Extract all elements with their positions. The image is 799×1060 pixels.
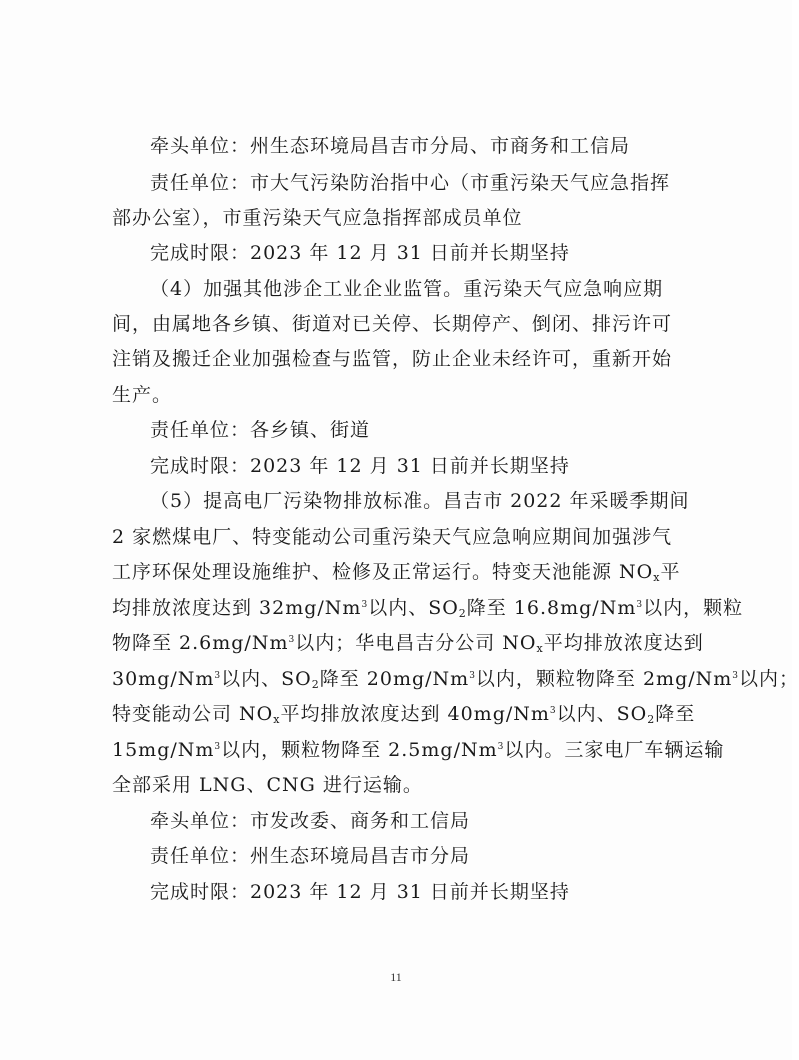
text-span: 以内、SO <box>368 597 459 619</box>
text-line <box>112 592 744 624</box>
text-line: （4）加强其他涉企工业企业监管。重污染天气应急响应期 <box>150 278 664 300</box>
text-span: 工序环保处理设施维护、检修及正常运行。特变天池能源 NO <box>112 561 654 583</box>
text-line: 完成时限：2023 年 12 月 31 日前并长期坚持 <box>150 242 570 264</box>
text-span: 以内。三家电厂车辆运输 <box>504 739 725 761</box>
text-span: 平 <box>660 561 681 583</box>
text-line: 生产。 <box>112 384 173 406</box>
subscript: x <box>273 713 281 726</box>
text-line <box>112 663 799 695</box>
text-line: 注销及搬迁企业加强检查与监管，防止企业未经许可，重新开始 <box>112 348 673 370</box>
text-line: 间，由属地各乡镇、街道对已关停、长期停产、倒闭、排污许可 <box>112 313 673 335</box>
text-line <box>112 734 725 766</box>
text-line: 完成时限：2023 年 12 月 31 日前并长期坚持 <box>150 455 570 477</box>
text-line: 牵头单位：州生态环境局昌吉市分局、市商务和工信局 <box>150 135 631 157</box>
text-line: 牵头单位：市发改委、商务和工信局 <box>150 810 471 832</box>
text-span: 降至 16.8mg/Nm <box>466 597 637 619</box>
subscript: x <box>653 571 661 584</box>
text-line <box>112 627 702 659</box>
text-span: 特变能动公司 NO <box>112 703 274 725</box>
superscript: 3 <box>549 706 557 716</box>
text-span: 30mg/Nm <box>112 668 215 690</box>
text-span: 平均排放浓度达到 40mg/Nm <box>280 703 550 725</box>
text-span: 降至 <box>655 703 696 725</box>
text-line: 全部采用 LNG、CNG 进行运输。 <box>112 774 423 796</box>
text-line: （5）提高电厂污染物排放标准。昌吉市 2022 年采暖季期间 <box>150 490 690 512</box>
text-span: 降至 20mg/Nm <box>319 668 470 690</box>
text-span: 平均排放浓度达到 <box>543 632 704 654</box>
superscript: 3 <box>469 671 476 681</box>
superscript: 3 <box>732 671 740 681</box>
superscript: 3 <box>214 671 222 681</box>
text-span: 以内，颗粒物降至 2mg/Nm <box>475 668 733 690</box>
subscript: 2 <box>458 607 467 620</box>
text-line: 责任单位：市大气污染防治指中心（市重污染天气应急指挥 <box>150 172 671 194</box>
text-span: 15mg/Nm <box>112 739 215 761</box>
superscript: 3 <box>361 600 369 610</box>
superscript: 3 <box>288 635 296 645</box>
page-number: 11 <box>390 970 402 984</box>
text-line: 完成时限：2023 年 12 月 31 日前并长期坚持 <box>150 881 570 903</box>
subscript: 2 <box>647 713 656 726</box>
superscript: 3 <box>214 742 222 752</box>
text-span: 以内； <box>739 668 799 690</box>
superscript: 3 <box>497 742 505 752</box>
text-span: 均排放浓度达到 32mg/Nm <box>112 597 362 619</box>
text-line: 责任单位：各乡镇、街道 <box>150 419 371 441</box>
text-line <box>112 698 702 730</box>
text-line: 部办公室），市重污染天气应急指挥部成员单位 <box>112 207 523 229</box>
text-line <box>112 556 702 588</box>
text-span: 以内，颗粒物降至 2.5mg/Nm <box>221 739 498 761</box>
subscript: 2 <box>311 678 320 691</box>
text-line: 责任单位：州生态环境局昌吉市分局 <box>150 845 471 867</box>
text-span: 以内；华电昌吉分公司 NO <box>295 632 537 654</box>
text-span: 物降至 2.6mg/Nm <box>112 632 289 654</box>
text-span: 以内、SO <box>221 668 312 690</box>
text-span: 以内、SO <box>556 703 648 725</box>
subscript: x <box>536 642 544 655</box>
text-span: 以内，颗粒 <box>643 597 744 619</box>
superscript: 3 <box>636 600 644 610</box>
text-line: 2 家燃煤电厂、特变能动公司重污染天气应急响应期间加强涉气 <box>112 526 673 548</box>
